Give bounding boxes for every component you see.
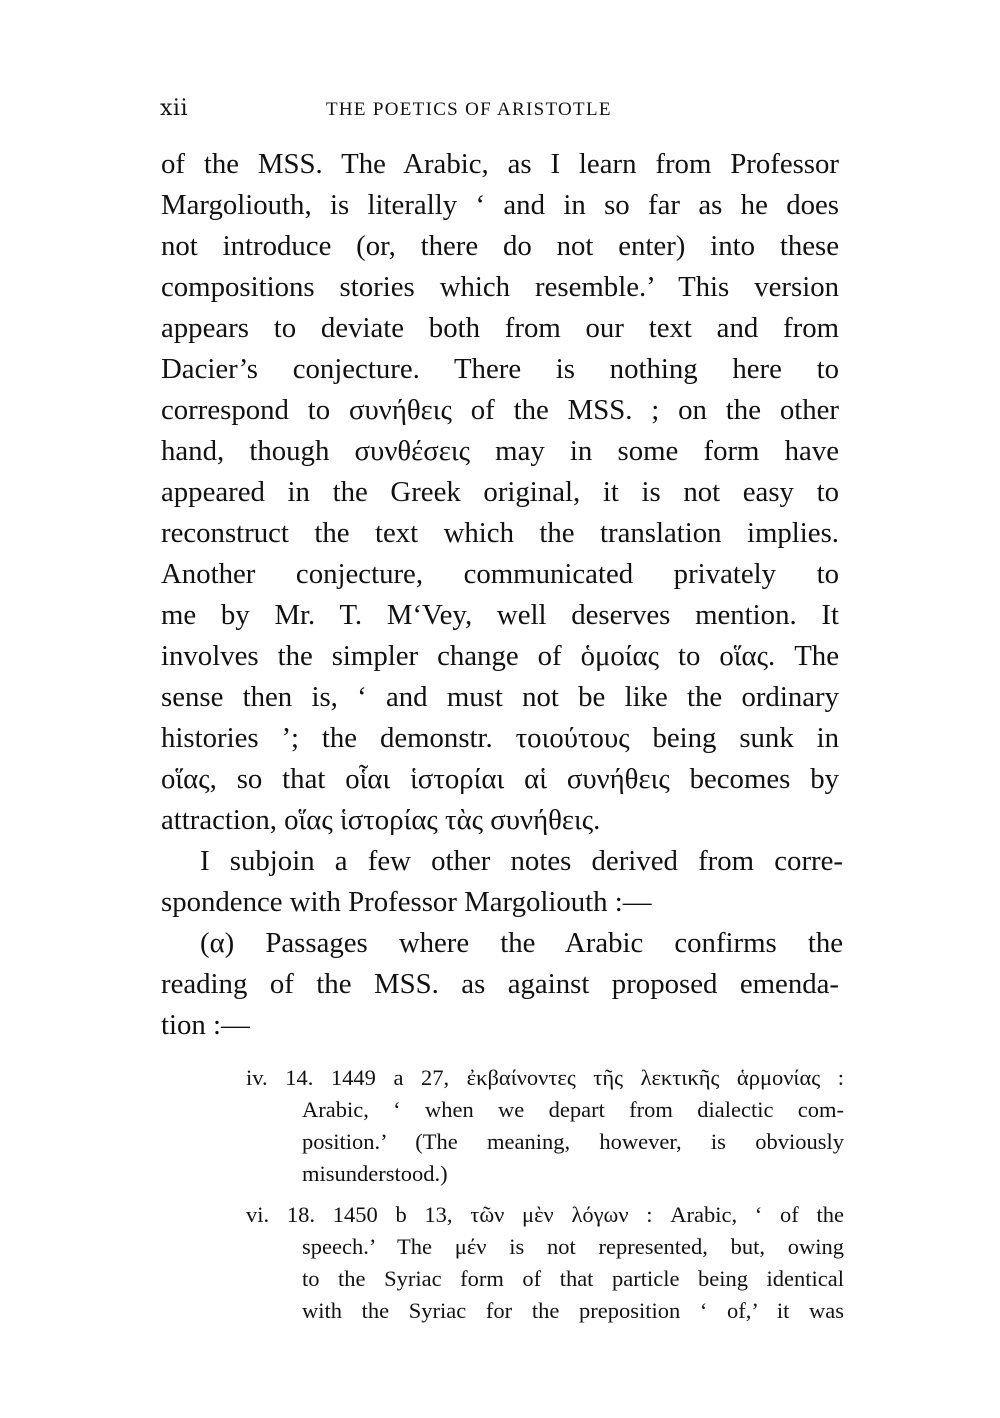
body-line: involves the simpler change of ὁμοίας to οἵας. The (161, 640, 839, 672)
body-line: not introduce (or, there do not enter) into these (161, 230, 839, 262)
body-line: spondence with Professor Margoliouth :— (161, 886, 652, 918)
paragraph-first-line: I subjoin a few other notes derived from corre- (200, 845, 843, 877)
body-line: attraction, οἵας ἱστορίας τὰς συνήθεις. (161, 804, 601, 836)
note-line: iv. 14. 1449 a 27, ἐκβαίνοντες τῆς λεκτικῆς ἁρμονίας : (246, 1065, 844, 1090)
body-line: reading of the MSS. as against proposed emenda- (161, 968, 839, 1000)
note-line: Arabic, ‘ when we depart from dialectic com- (302, 1097, 844, 1122)
note-line: speech.’ The μέν is not represented, but, owing (302, 1234, 844, 1259)
body-line: tion :— (161, 1009, 250, 1041)
body-line: appears to deviate both from our text and from (161, 312, 839, 344)
body-line: οἵας, so that οἷαι ἱστορίαι αἱ συνήθεις becomes by (161, 763, 839, 795)
body-line: appeared in the Greek original, it is not easy to (161, 476, 839, 508)
body-line: hand, though συνθέσεις may in some form have (161, 435, 839, 467)
body-line: of the MSS. The Arabic, as I learn from Professor (161, 148, 839, 180)
note-line: vi. 18. 1450 b 13, τῶν μὲν λόγων : Arabic, ‘ of the (246, 1202, 844, 1227)
note-line: to the Syriac form of that particle being identical (302, 1266, 844, 1291)
paragraph-first-line: (α) Passages where the Arabic confirms the (200, 927, 843, 959)
body-line: sense then is, ‘ and must not be like the ordinary (161, 681, 839, 713)
page-number: xii (160, 96, 188, 121)
body-line: Dacier’s conjecture. There is nothing here to (161, 353, 839, 385)
body-line: compositions stories which resemble.’ This version (161, 271, 839, 303)
body-line: histories ’; the demonstr. τοιούτους being sunk in (161, 722, 839, 754)
body-line: me by Mr. T. M‘Vey, well deserves mention. It (161, 599, 839, 631)
note-line: misunderstood.) (302, 1161, 448, 1186)
note-line: with the Syriac for the preposition ‘ of,’ it was (302, 1298, 844, 1323)
body-line: Margoliouth, is literally ‘ and in so far as he does (161, 189, 839, 221)
body-line: Another conjecture, communicated privately to (161, 558, 839, 590)
body-line: reconstruct the text which the translation implies. (161, 517, 839, 549)
running-title: THE POETICS OF ARISTOTLE (326, 99, 612, 120)
body-line: correspond to συνήθεις of the MSS. ; on the other (161, 394, 839, 426)
note-line: position.’ (The meaning, however, is obviously (302, 1129, 844, 1154)
